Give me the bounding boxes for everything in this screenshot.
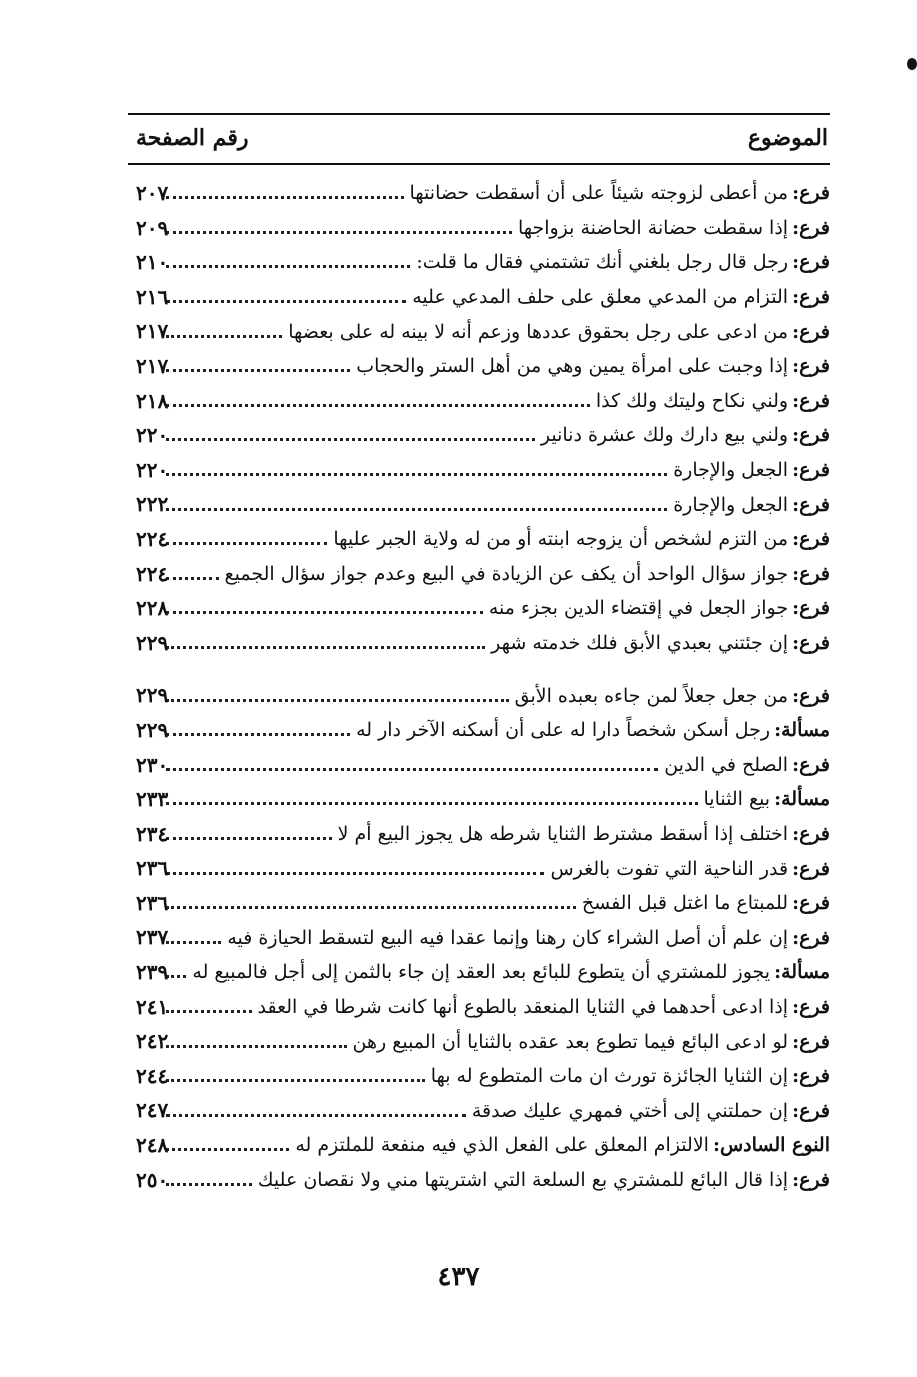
toc-entry xyxy=(128,557,830,592)
entry-page-number: ٢٢٢ xyxy=(136,492,169,517)
dot-leader xyxy=(166,698,509,702)
entry-title: اختلف إذا أسقط مشترط الثنايا شرطه هل يجوز البيع أم لا xyxy=(337,822,789,845)
dot-leader xyxy=(166,437,535,441)
toc-entry xyxy=(128,1059,830,1094)
dot-leader xyxy=(166,334,282,338)
dot-leader xyxy=(166,645,485,649)
entry-title: ولني بيع دارك ولك عشرة دنانير xyxy=(540,424,789,447)
entry-page-number: ٢٣٦ xyxy=(136,856,169,881)
entry-page-number: ٢٤٧ xyxy=(136,1098,169,1123)
dot-leader xyxy=(166,403,590,407)
page-number-column-heading: رقم الصفحة xyxy=(136,125,249,151)
entry-page-number: ٢٢٤ xyxy=(136,561,169,586)
toc-entry xyxy=(128,817,830,852)
toc-entry xyxy=(128,955,830,990)
table-of-contents xyxy=(128,176,830,1197)
entry-title: التزام من المدعي معلق على حلف المدعي عليه xyxy=(412,286,789,309)
entry-label: فرع: xyxy=(792,632,830,655)
toc-entry xyxy=(128,487,830,522)
entry-title: ولني نكاح وليتك ولك كذا xyxy=(595,389,789,412)
entry-title: إن حملتني إلى أختي فمهري عليك صدقة xyxy=(471,1099,789,1122)
dot-leader xyxy=(166,1113,466,1117)
entry-label: فرع: xyxy=(792,459,830,482)
dot-leader xyxy=(166,1147,289,1151)
toc-entry xyxy=(128,384,830,419)
dot-leader xyxy=(166,230,512,234)
toc-entry xyxy=(128,920,830,955)
entry-title: بيع الثنايا xyxy=(703,788,771,811)
dot-leader xyxy=(166,801,698,805)
entry-title: إن علم أن أصل الشراء كان رهنا وإنما عقدا فيه البيع لتسقط الحيازة فيه xyxy=(227,926,789,949)
page-corner-mark xyxy=(907,58,917,70)
entry-title: رجل أسكن شخصاً دارا له على أن أسكنه الآخر دار له xyxy=(356,719,771,742)
toc-entry xyxy=(128,1163,830,1198)
entry-label: فرع: xyxy=(792,216,830,239)
entry-page-number: ٢١٠ xyxy=(136,250,169,275)
dot-leader xyxy=(166,836,332,840)
entry-title: رجل قال رجل بلغني أنك تشتمني فقال ما قلت: xyxy=(416,251,789,274)
entry-label: مسألة: xyxy=(774,961,830,984)
entry-label: فرع: xyxy=(792,684,830,707)
entry-title: من أعطى لزوجته شيئاً على أن أسقطت حضانتها xyxy=(409,182,789,205)
entry-page-number: ٢٣٠ xyxy=(136,752,169,777)
entry-title: الالتزام المعلق على الفعل الذي فيه منفعة للملتزم له xyxy=(295,1134,709,1157)
entry-label: فرع: xyxy=(792,822,830,845)
dot-leader xyxy=(166,541,327,545)
toc-entry xyxy=(128,418,830,453)
toc-entry xyxy=(128,886,830,921)
entry-page-number: ٢١٧ xyxy=(136,353,169,378)
entry-label: فرع: xyxy=(792,1099,830,1122)
entry-title: إن الثنايا الجائزة تورث ان مات المتطوع له بها xyxy=(430,1065,789,1088)
entry-label: فرع: xyxy=(792,995,830,1018)
entry-label: فرع: xyxy=(792,355,830,378)
dot-leader xyxy=(166,940,221,944)
entry-label: فرع: xyxy=(792,857,830,880)
entry-title: لو ادعى البائع فيما تطوع بعد عقده بالثنايا أن المبيع رهن xyxy=(352,1030,789,1053)
dot-leader xyxy=(166,610,483,614)
dot-leader xyxy=(166,264,410,268)
toc-entry xyxy=(128,280,830,315)
toc-entry xyxy=(128,591,830,626)
entry-title: إذا قال البائع للمشتري بع السلعة التي اشتريتها مني ولا نقصان عليك xyxy=(257,1168,789,1191)
toc-entry xyxy=(128,1024,830,1059)
entry-label: فرع: xyxy=(792,926,830,949)
entry-title: من جعل جعلاً لمن جاءه بعبده الأبق xyxy=(514,684,789,707)
toc-header xyxy=(128,113,830,165)
dot-leader xyxy=(166,974,186,978)
entry-label: فرع: xyxy=(792,493,830,516)
toc-entry xyxy=(128,748,830,783)
entry-page-number: ٢١٦ xyxy=(136,284,169,309)
dot-leader xyxy=(166,576,219,580)
entry-label: مسألة: xyxy=(774,788,830,811)
entry-label: فرع: xyxy=(792,562,830,585)
toc-entry xyxy=(128,626,830,661)
toc-entry xyxy=(128,851,830,886)
dot-leader xyxy=(166,767,658,771)
toc-entry xyxy=(128,1128,830,1163)
entry-title: إن جئتني بعبدي الأبق فلك خدمته شهر xyxy=(491,632,789,655)
entry-label: فرع: xyxy=(792,320,830,343)
dot-leader xyxy=(166,507,667,511)
dot-leader xyxy=(166,195,404,199)
toc-entry xyxy=(128,522,830,557)
entry-title: الصلح في الدين xyxy=(664,753,789,776)
entry-page-number: ٢٢٩ xyxy=(136,717,169,742)
entry-page-number: ٢٤٨ xyxy=(136,1133,169,1158)
entry-label: فرع: xyxy=(792,597,830,620)
entry-title: إذا سقطت حضانة الحاضنة بزواجها xyxy=(517,216,789,239)
entry-page-number: ٢٤٢ xyxy=(136,1029,169,1054)
entry-title: جواز سؤال الواحد أن يكف عن الزيادة في البيع وعدم جواز سؤال الجميع xyxy=(224,562,789,585)
entry-label: فرع: xyxy=(792,389,830,412)
entry-page-number: ٢٢٠ xyxy=(136,423,169,448)
entry-page-number: ٢٥٠ xyxy=(136,1167,169,1192)
entry-title: من التزم لشخص أن يزوجه ابنته أو من له ولاية الجبر عليها xyxy=(333,528,789,551)
entry-title: الجعل والإجارة xyxy=(673,493,789,516)
toc-entry xyxy=(128,211,830,246)
entry-label: فرع: xyxy=(792,892,830,915)
entry-page-number: ٢٣٤ xyxy=(136,821,169,846)
topic-column-heading: الموضوع xyxy=(747,125,828,151)
entry-page-number: ٢٢٨ xyxy=(136,596,169,621)
dot-leader xyxy=(166,299,406,303)
entry-page-number: ٢٢٠ xyxy=(136,457,169,482)
entry-title: يجوز للمشتري أن يتطوع للبائع بعد العقد إن جاء بالثمن إلى أجل فالمبيع له xyxy=(192,961,771,984)
entry-page-number: ٢٢٩ xyxy=(136,683,169,708)
dot-leader xyxy=(166,1009,252,1013)
entry-label: فرع: xyxy=(792,528,830,551)
entry-page-number: ٢٢٩ xyxy=(136,630,169,655)
entry-page-number: ٢٣٧ xyxy=(136,925,169,950)
entry-title: جواز الجعل في إقتضاء الدين بجزء منه xyxy=(488,597,789,620)
toc-entry xyxy=(128,349,830,384)
dot-leader xyxy=(166,732,350,736)
entry-label: مسألة: xyxy=(774,719,830,742)
entry-page-number: ٢٠٩ xyxy=(136,215,169,240)
page-number: ٤٣٧ xyxy=(437,1262,480,1292)
toc-entry xyxy=(128,782,830,817)
toc-entry xyxy=(128,713,830,748)
toc-entry xyxy=(128,990,830,1025)
entry-page-number: ٢٢٤ xyxy=(136,526,169,551)
entry-page-number: ٢٣٩ xyxy=(136,960,169,985)
entry-title: للمبتاع ما اغتل قبل الفسخ xyxy=(581,892,789,915)
entry-title: من ادعى على رجل بحقوق عددها وزعم أنه لا بينه له على بعضها xyxy=(288,320,789,343)
toc-entry xyxy=(128,176,830,211)
entry-page-number: ٢١٧ xyxy=(136,319,169,344)
entry-page-number: ٢٣٣ xyxy=(136,787,169,812)
entry-title: إذا ادعى أحدهما في الثنايا المنعقد بالطوع أنها كانت شرطا في العقد xyxy=(257,995,789,1018)
entry-label: فرع: xyxy=(792,251,830,274)
entry-label: فرع: xyxy=(792,1168,830,1191)
entry-page-number: ٢٤١ xyxy=(136,994,169,1019)
toc-entry xyxy=(128,453,830,488)
entry-page-number: ٢٣٦ xyxy=(136,890,169,915)
entry-title: قدر الناحية التي تفوت بالغرس xyxy=(550,857,789,880)
entry-label: فرع: xyxy=(792,1065,830,1088)
dot-leader xyxy=(166,368,350,372)
entry-page-number: ٢٠٧ xyxy=(136,181,169,205)
dot-leader xyxy=(166,1044,347,1048)
dot-leader xyxy=(166,1078,425,1082)
entry-title: الجعل والإجارة xyxy=(673,459,789,482)
entry-label: النوع السادس: xyxy=(712,1134,830,1157)
dot-leader xyxy=(166,472,667,476)
entry-label: فرع: xyxy=(792,424,830,447)
entry-title: إذا وجبت على امرأة يمين وهي من أهل الستر والحجاب xyxy=(356,355,789,378)
dot-leader xyxy=(166,905,576,909)
toc-entry xyxy=(128,678,830,713)
toc-entry xyxy=(128,1093,830,1128)
entry-label: فرع: xyxy=(792,753,830,776)
dot-leader xyxy=(166,1182,252,1186)
dot-leader xyxy=(166,871,544,875)
entry-label: فرع: xyxy=(792,286,830,309)
toc-entry xyxy=(128,314,830,349)
entry-label: فرع: xyxy=(792,182,830,205)
entry-label: فرع: xyxy=(792,1030,830,1053)
toc-entry xyxy=(128,245,830,280)
entry-page-number: ٢١٨ xyxy=(136,388,169,413)
entry-page-number: ٢٤٤ xyxy=(136,1063,169,1088)
